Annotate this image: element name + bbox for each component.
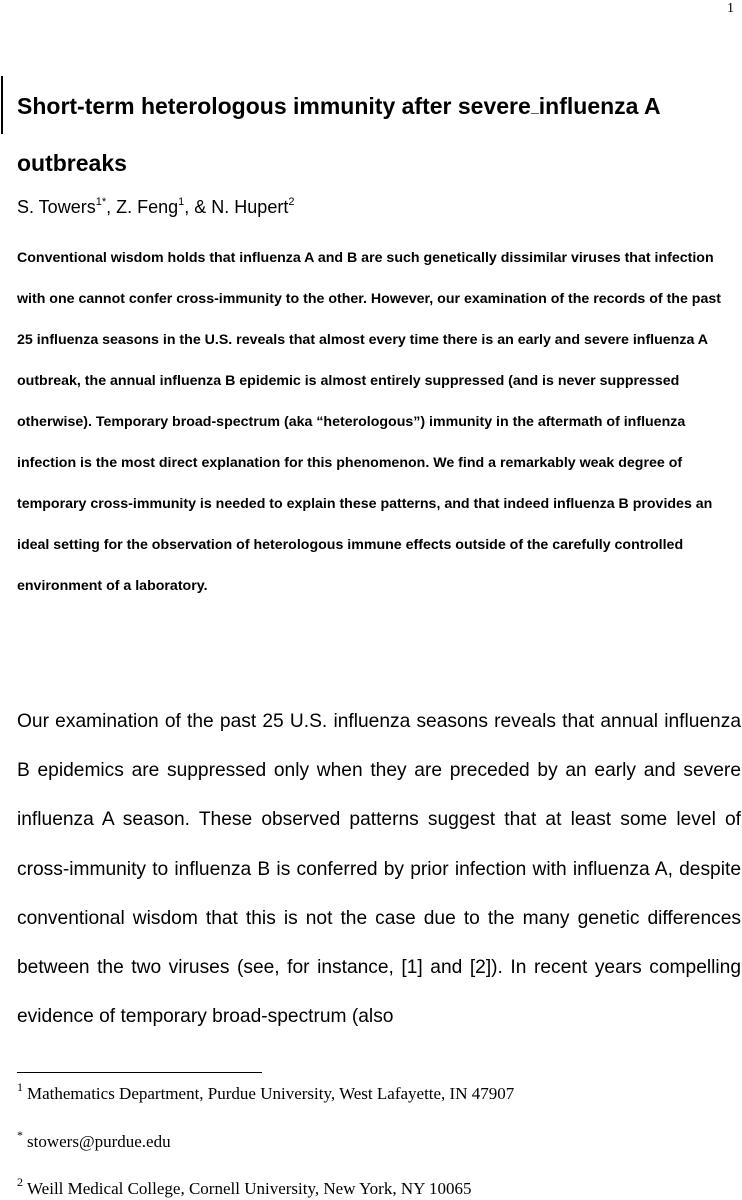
footnote-text: stowers@purdue.edu: [27, 1132, 171, 1151]
footnote-text: Mathematics Department, Purdue University, West Lafayette, IN 47907: [27, 1084, 515, 1103]
title-part-2: influenza A outbreaks: [17, 93, 660, 176]
footnote-email: [17, 1128, 171, 1153]
author-affiliation-mark: 1*: [95, 196, 107, 208]
abstract: Conventional wisdom holds that influenza A and B are such genetically dissimilar viruses that infection with one cannot confer cross-immunity to the other. However, our examination of the records of the past 25 influenza seasons in the U.S. reveals that almost every time there is an early and severe influenza A outbreak, the annual influenza B epidemic is almost entirely suppressed (and is never suppressed otherwise). Temporary broad-spectrum (aka “heterologous”) immunity in the aftermath of influenza infection is the most direct explanation for this phenomenon. We find a remarkably weak degree of temporary cross-immunity is needed to explain these patterns, and that indeed influenza B provides an ideal setting for the observation of heterologous immune effects outside of the carefully controlled environment of a laboratory.: [17, 250, 721, 594]
title-part-1: Short-term heterologous immunity after severe: [17, 93, 531, 119]
body-paragraph: Our examination of the past 25 U.S. influenza seasons reveals that annual influenza B epidemics are suppressed only when they are preceded by an early and severe influenza A season. These observed patterns suggest that at least some level of cross-immunity to influenza B is conferred by prior infection with influenza A, despite conventional wisdom that this is not the case due to the many genetic differences between the two viruses (see, for instance, [1] and [2]). In recent years compelling evidence of temporary broad-spectrum (also: [17, 711, 741, 1028]
author-name: Z. Feng: [116, 197, 179, 217]
footnote-separator: [17, 1072, 262, 1073]
page-number: 1: [727, 1, 734, 16]
author-name: N. Hupert: [211, 197, 289, 217]
footnote-affiliation-1: [17, 1080, 515, 1105]
author-name: S. Towers: [17, 197, 96, 217]
footnote-mark: 2: [17, 1175, 23, 1189]
author-list: S. Towers$^{1*}$, Z. Feng$^1$, & N. Hupert$^2$: [17, 196, 295, 217]
footnote-mark: *: [17, 1128, 23, 1142]
tracked-insertion-mark: [531, 95, 539, 114]
footnote-text: Weill Medical College, Cornell University, New York, NY 10065: [27, 1179, 472, 1198]
footnote-affiliation-2: [17, 1175, 472, 1200]
footnote-mark: 1: [17, 1080, 23, 1094]
author-affiliation-mark: 2: [288, 196, 295, 208]
paper-title: [17, 78, 732, 192]
revision-change-bar: [1, 76, 3, 134]
author-affiliation-mark: 1: [178, 196, 185, 208]
